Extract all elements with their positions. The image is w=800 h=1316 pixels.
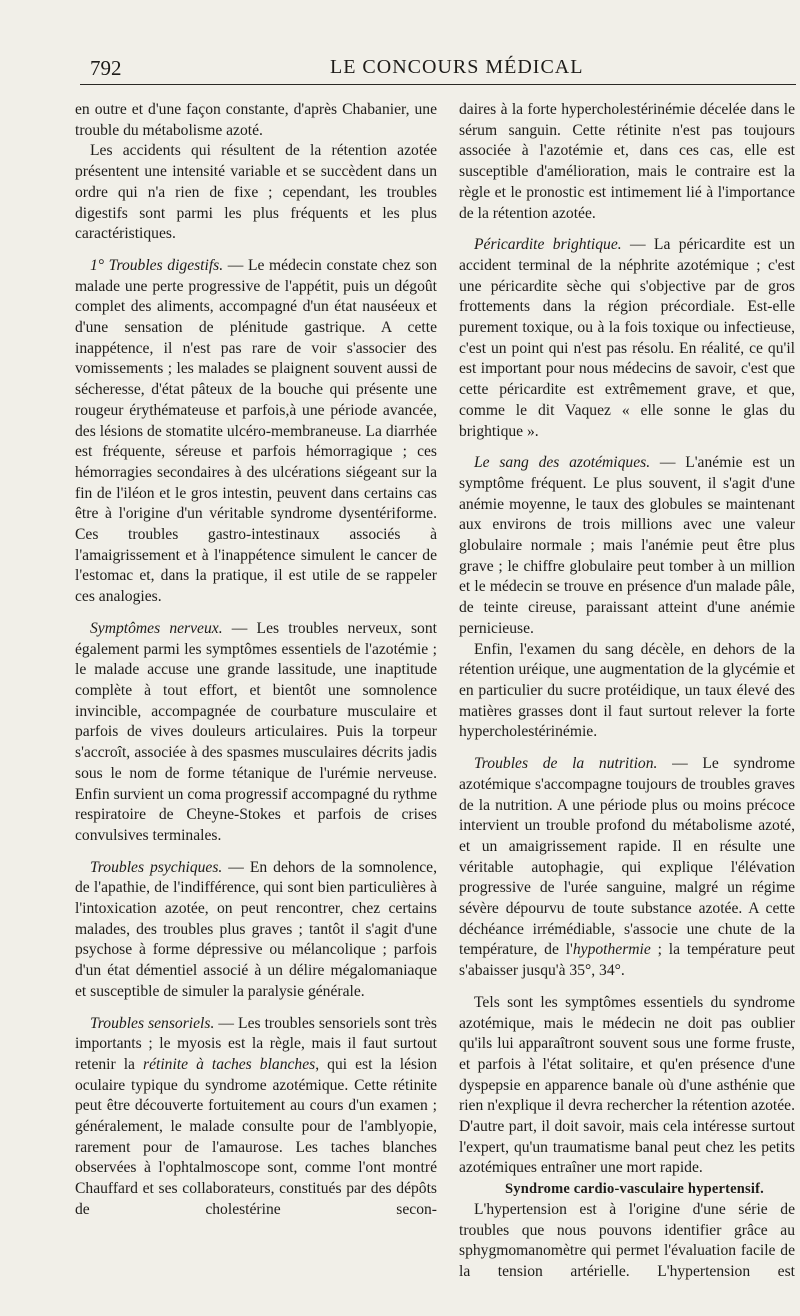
paragraph-text: — L'anémie est un symptôme fréquent. Le plus souvent, il s'agit d'une anémie moyenne, le taux des globules se maintenant aux environs de trois millions avec une valeur globulaire normale ; mais l'anémie peut être plus grave ; le chiffre globulaire peut tomber à un million et le médecin se trouve en présence d'un malade pâle, de teinte cireuse, paraissant atteint d'une anémie pernicieuse.	[459, 454, 795, 637]
paragraph-text: — En dehors de la somnolence, de l'apathie, de l'indifférence, qui sont bien particulières à l'intoxication azotée, on peut rencontrer, chez certains malades, des troubles plus graves ; tantôt il s'agit d'une psychose à forme dépressive ou mélancolique ; parfois d'un état démentiel associé à un délire mégalomaniaque et susceptible de simuler la paralysie générale.	[75, 858, 437, 1000]
paragraph-nutrition	[459, 754, 795, 982]
paragraph-text: ; la température peut s'abaisser jusqu'à 35°, 34°.	[459, 941, 795, 980]
paragraph-digestive	[75, 256, 437, 608]
subheading: Péricardite brightique.	[474, 236, 622, 254]
subheading: Symptômes nerveux.	[90, 619, 223, 637]
paragraph-blood	[459, 453, 795, 639]
italic-term: hypothermie	[572, 941, 651, 959]
paragraph-nervous	[75, 619, 437, 847]
page-number: 792	[90, 56, 122, 80]
paragraph-psychic	[75, 858, 437, 1003]
paragraph-pericarditis	[459, 235, 795, 442]
section-title: Syndrome cardio-vasculaire hypertensif.	[505, 1181, 764, 1198]
italic-term: rétinite à taches blanches	[143, 1055, 316, 1073]
paragraph-text: — Les troubles nerveux, sont également parmi les symptômes essentiels de l'azotémie ; le malade accuse une grande lassitude, une inaptitude complète à tout effort, et bientôt une somnolence invincible, accompagnée de courbature musculaire et parfois de vives douleurs articulaires. Puis la torpeur s'accroît, associée à des spasmes musculaires décrits jadis sous le nom de forme tétanique de l'urémie nerveuse. Enfin survient un coma progressif accompagné du rythme respiratoire de Cheyne-Stokes et parfois de crises convulsives terminales.	[75, 619, 437, 844]
subheading: Le sang des azotémiques.	[474, 454, 651, 472]
paragraph-text: , qui est la lésion oculaire typique du syndrome azotémique. Cette rétinite peut être découverte fortuitement au cours d'un examen ; généralement, le malade consulte pour de l'amblyopie, rarement pour de l'amaurose. Les taches blanches observées à l'ophtalmoscope sont, comme l'ont montré Chauffard et ses collaborateurs, constitués par des dépôts de cholestérine secon-	[75, 1055, 437, 1218]
paragraph-text: — Le médecin constate chez son malade une perte progressive de l'appétit, puis un dégoût complet des aliments, accompagné d'un état nauséeux et d'une sensation de plénitude gastrique. A cette inappétence, il n'est pas rare de voir s'associer des vomissements ; les malades se plaignent souvent aussi de sécheresse, d'état pâteux de la bouche qui présente une rougeur érythémateuse et parfois,à une période avancée, des lésions de stomatite ulcéro-membraneuse. La diarrhée est fréquente, séreuse et parfois hémorragique ; ces hémorragies secondaires à des ulcérations siégeant sur la fin de l'iléon et le gros intestin, peuvent dans certains cas être à l'origine d'un véritable syndrome dysentériforme. Ces troubles gastro-intestinaux associés à l'amaigrissement et à l'inappétence simulent le cancer de l'estomac et, dans la pratique, il est utile de se rappeler ces analogies.	[75, 256, 437, 606]
left-column	[75, 100, 437, 1221]
paragraph: Tels sont les symptômes essentiels du syndrome azotémique, mais le médecin ne doit pas oublier qu'ils lui apparaîtront souvent sous une forme fruste, et parfois à l'état solitaire, et qu'en présence d'une dyspepsie en apparence banale où d'une asthénie que rien n'explique il devra rechercher la rétention azotée. D'autre part, il doit savoir, mais cela intéresse surtout l'expert, qu'un traumatisme banal peut chez les petits azotémiques entraîner une mort rapide.	[459, 993, 795, 1177]
paragraph-text: — La péricardite est un accident terminal de la néphrite azotémique ; c'est une péricardite sèche qui s'objective par de gros frottements dans la région précordiale. Est-elle purement toxique, ou à la fois toxique ou infectieuse, c'est un point qui n'est pas résolu. En réalité, ce qu'il est important pour nous médecins de savoir, c'est que cette péricardite est extrêmement grave, et que, comme le dit Vaquez « elle sonne le glas du brightique ».	[459, 236, 795, 440]
subheading: Troubles de la nutrition.	[474, 755, 658, 773]
subheading: 1° Troubles digestifs.	[90, 256, 224, 274]
paragraph: Les accidents qui résultent de la rétention azotée présentent une intensité variable et se succèdent dans un ordre qui n'a rien de fixe ; cependant, les troubles digestifs sont parmi les plus fréquents et les plus caractéristiques.	[75, 142, 437, 243]
paragraph-text: — Le syndrome azotémique s'accompagne toujours de troubles graves de la nutrition. A une période plus ou moins précoce intervient un trouble profond du métabolisme azoté, et un amaigrissement rapide. Il en résulte une véritable autophagie, qui explique l'élévation progressive de l'urée sanguine, malgré un régime sévère dépourvu de toute substance azotée. A cette déchéance irrémédiable, s'associe une chute de la température, de l'	[459, 755, 795, 959]
subheading: Troubles psychiques.	[90, 858, 223, 876]
journal-title: LE CONCOURS MÉDICAL	[330, 56, 584, 78]
paragraph: en outre et d'une façon constante, d'après Chabanier, une trouble du métabolisme azoté.	[75, 101, 437, 139]
paragraph: L'hypertension est à l'origine d'une série de troubles que nous pouvons identifier grâce au sphygmomanomètre qui permet l'évaluation facile de la tension artérielle. L'hypertension est	[459, 1200, 795, 1280]
right-column	[459, 100, 795, 1283]
paragraph: daires à la forte hypercholestérinémie décelée dans le sérum sanguin. Cette rétinite n'est pas toujours associée à l'azotémie et, dans ces cas, elle est susceptible d'amélioration, mais le contraire est la règle et le pronostic est intimement lié à l'importance de la rétention azotée.	[459, 101, 795, 222]
paragraph-text: — Les troubles sensoriels sont très importants ; le myosis est la règle, mais il faut surtout retenir la	[75, 1014, 438, 1073]
paragraph: Enfin, l'examen du sang décèle, en dehors de la rétention uréique, une augmentation de la glycémie et en particulier du sucre protéidique, un taux élevé des matières grasses dont il faut surtout relever la forte hypercholestérinémie.	[459, 640, 795, 741]
page-header	[80, 50, 796, 85]
subheading: Troubles sensoriels.	[90, 1014, 215, 1032]
paragraph-sensory	[75, 1014, 437, 1221]
